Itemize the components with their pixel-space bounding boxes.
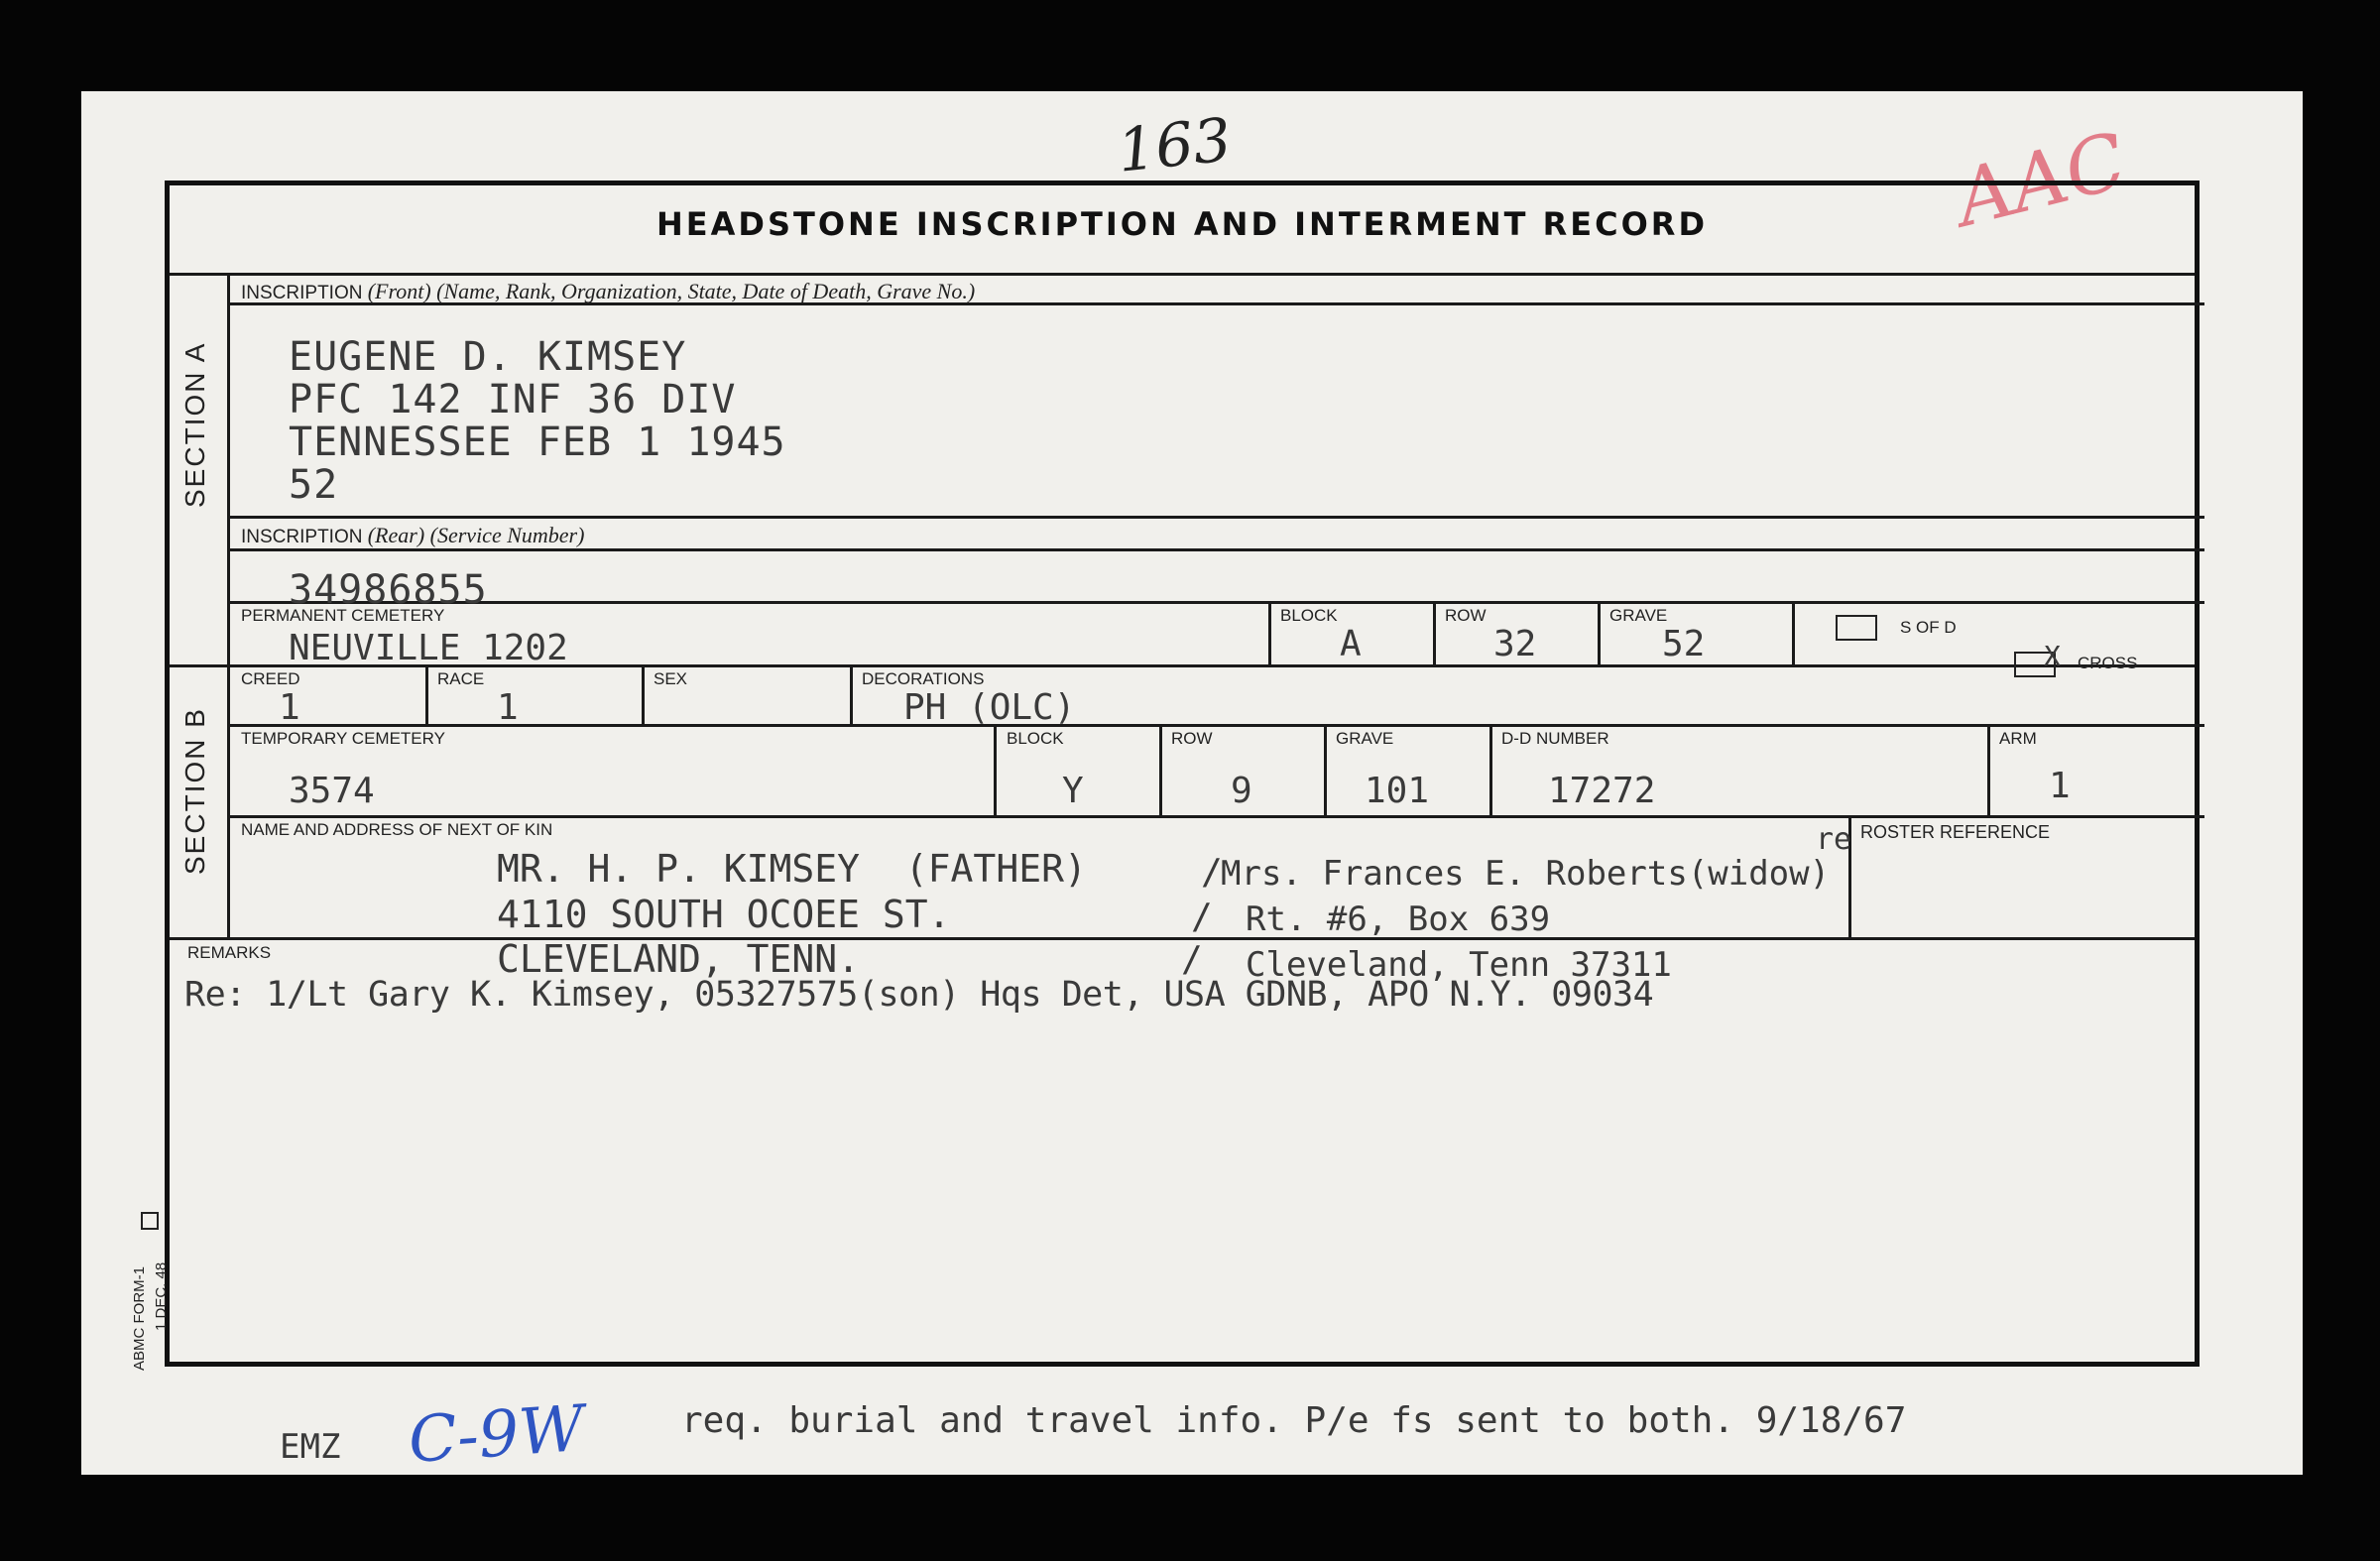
remarks-label: REMARKS xyxy=(187,943,272,962)
inscription-rear-label: INSCRIPTION (Rear) (Service Number) xyxy=(241,523,585,547)
footer-initials: EMZ xyxy=(280,1427,341,1467)
next-of-kin-label: NAME AND ADDRESS OF NEXT OF KIN xyxy=(241,820,553,839)
widow-line-3: Cleveland, Tenn 37311 xyxy=(1246,945,1672,985)
temp-block-label: BLOCK xyxy=(1007,729,1064,748)
dd-number-value: 17272 xyxy=(1548,771,1656,811)
temporary-cemetery-value: 3574 xyxy=(289,771,375,811)
arm-value: 1 xyxy=(2049,766,2071,806)
inscription-line-4: 52 xyxy=(289,462,339,508)
block-label: BLOCK xyxy=(1280,606,1338,625)
row-label: ROW xyxy=(1445,606,1487,625)
widow-insert: re xyxy=(1816,822,1852,857)
cross-label: CROSS xyxy=(2078,654,2138,672)
cross-check-mark: X xyxy=(2044,640,2061,672)
section-b-label: SECTION B xyxy=(179,707,210,875)
inscription-front-label: INSCRIPTION (Front) (Name, Rank, Organization, State, Date of Death, Grave No.) xyxy=(241,279,976,303)
grave-label: GRAVE xyxy=(1609,606,1668,625)
father-line-1: MR. H. P. KIMSEY (FATHER) xyxy=(497,847,1087,891)
permanent-cemetery-value: NEUVILLE 1202 xyxy=(289,628,568,668)
widow-line-1: Mrs. Frances E. Roberts(widow) xyxy=(1221,854,1831,894)
nok-divider-slash-1: / xyxy=(1201,852,1223,893)
sofd-checkbox[interactable] xyxy=(1836,615,1877,641)
inscription-line-3: TENNESSEE FEB 1 1945 xyxy=(289,420,786,465)
permanent-cemetery-label: PERMANENT CEMETERY xyxy=(241,606,445,625)
race-label: RACE xyxy=(437,669,485,688)
nok-divider-slash-2: / xyxy=(1191,897,1213,937)
father-line-2: 4110 SOUTH OCOEE ST. xyxy=(497,893,951,936)
record-card xyxy=(81,91,2303,1479)
father-line-3: CLEVELAND, TENN. xyxy=(497,937,861,981)
form-id: ABMC FORM-1 xyxy=(131,1266,148,1371)
grave-value: 52 xyxy=(1662,624,1706,664)
sofd-label: S OF D xyxy=(1900,618,1957,637)
form-title: HEADSTONE INSCRIPTION AND INTERMENT RECORD xyxy=(655,205,1708,243)
remarks-text: Re: 1/Lt Gary K. Kimsey, 05327575(son) Hqs Det, USA GDNB, APO N.Y. 09034 xyxy=(184,975,1654,1015)
handwritten-number: 163 xyxy=(1114,105,1235,186)
creed-label: CREED xyxy=(241,669,300,688)
temp-grave-value: 101 xyxy=(1365,771,1430,811)
roster-reference-label: ROSTER REFERENCE xyxy=(1860,822,2051,842)
red-pencil-mark: AAC xyxy=(1947,116,2135,245)
temp-row-value: 9 xyxy=(1231,771,1252,811)
creed-value: 1 xyxy=(279,687,300,728)
footer-code: C-9W xyxy=(406,1391,587,1479)
footer-note: req. burial and travel info. P/e fs sent to both. 9/18/67 xyxy=(681,1400,1907,1441)
block-value: A xyxy=(1340,624,1362,664)
dd-number-label: D-D NUMBER xyxy=(1501,729,1609,748)
temp-row-label: ROW xyxy=(1171,729,1213,748)
form-id-box xyxy=(141,1212,159,1230)
service-number: 34986855 xyxy=(289,567,488,613)
temp-block-value: Y xyxy=(1062,771,1084,811)
temporary-cemetery-label: TEMPORARY CEMETERY xyxy=(241,729,445,748)
row-value: 32 xyxy=(1493,624,1537,664)
widow-line-2: Rt. #6, Box 639 xyxy=(1246,900,1551,939)
inscription-line-2: PFC 142 INF 36 DIV xyxy=(289,377,737,422)
sex-label: SEX xyxy=(654,669,688,688)
arm-label: ARM xyxy=(1999,729,2037,748)
temp-grave-label: GRAVE xyxy=(1336,729,1394,748)
inscription-line-1: EUGENE D. KIMSEY xyxy=(289,334,687,380)
form-date: 1 DEC. 48 xyxy=(153,1261,170,1331)
form-frame xyxy=(165,180,2200,1367)
section-a-label: SECTION A xyxy=(179,341,210,508)
decorations-label: DECORATIONS xyxy=(862,669,985,688)
race-value: 1 xyxy=(497,687,519,728)
decorations-value: PH (OLC) xyxy=(903,687,1076,728)
nok-divider-slash-3: / xyxy=(1181,939,1203,980)
